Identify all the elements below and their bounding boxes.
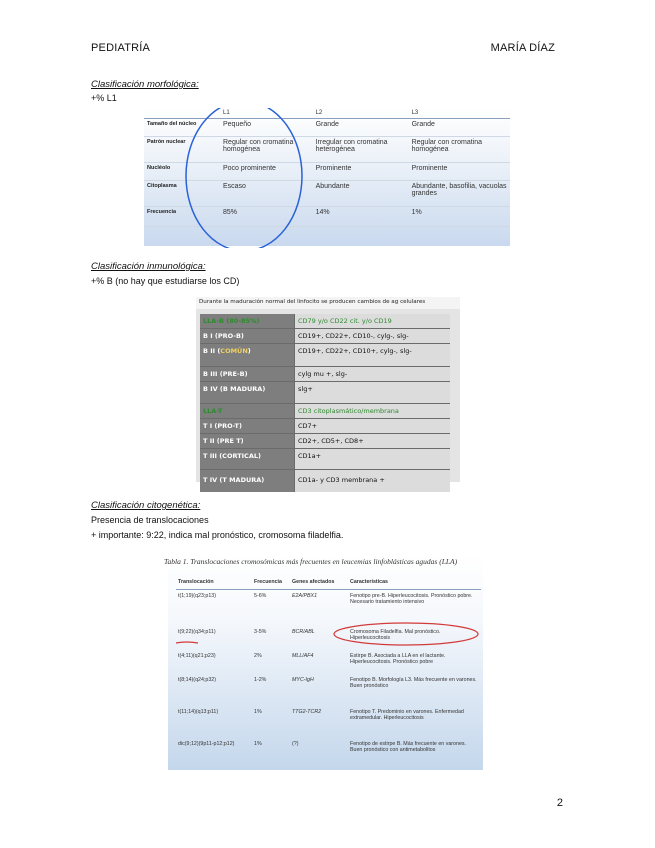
- stage-cell: B II (COMÚN): [200, 344, 294, 366]
- lineage-cell: LLA-B (80-85%): [200, 314, 294, 328]
- table-cell: 1%: [254, 708, 262, 715]
- table-cell: Grande: [313, 119, 409, 137]
- table-row: [200, 449, 450, 470]
- table-cell: 3-5%: [254, 628, 267, 635]
- section-title-morphological: Clasificación morfológica:: [91, 79, 199, 90]
- table-cell: Cromosoma Filadelfia. Mal pronóstico. Hiperleucocitosis: [350, 628, 441, 641]
- table-cell: Escaso: [220, 181, 313, 207]
- table-cell: BCR/ABL: [292, 628, 315, 635]
- table-cell: Abundante: [313, 181, 409, 207]
- section-title-cytogenetic: Clasificación citogenética:: [91, 500, 201, 511]
- marker-cell: cylg mu +, slg-: [294, 367, 450, 381]
- table-header-cell: Translocación: [176, 575, 252, 590]
- table-header-cell: Características: [348, 575, 481, 590]
- table-cell: 2%: [254, 652, 262, 659]
- table-cell: Prominente: [409, 163, 510, 181]
- table-row: [200, 382, 450, 404]
- lineage-cell: LLA-T: [200, 404, 294, 418]
- immunophenotype-table: [196, 297, 460, 482]
- table-row: [200, 367, 450, 382]
- table-cell: TTG2-TCR2: [292, 708, 322, 715]
- table-cell: 1%: [254, 740, 262, 747]
- row-header: Patrón nuclear: [144, 137, 220, 163]
- table-header-cell: L2: [313, 108, 409, 119]
- table-cell: Pequeño: [220, 119, 313, 137]
- marker-cell: CD3 citoplasmático/membrana: [294, 404, 450, 418]
- table-header-cell: L1: [220, 108, 313, 119]
- table-cell: Fenotipo de estirpe B. Más frecuente en varones. Buen pronóstico con antimetabolitos: [350, 740, 467, 753]
- table-cell: 85%: [220, 207, 313, 227]
- marker-cell: CD19+, CD22+, CD10+, cylg-, slg-: [294, 344, 450, 366]
- table-cell: Fenotipo T. Predominio en varones. Enfermedad extramedular. Hiperleucocitosis: [350, 708, 464, 721]
- table-cell: Fenotipo B. Morfología L3. Más frecuente en varones. Buen pronóstico: [350, 676, 477, 689]
- table-cell: 1%: [409, 207, 510, 227]
- table-row: [200, 419, 450, 434]
- section-note-immunological: +% B (no hay que estudiarse los CD): [91, 276, 240, 286]
- section-note-morphological: +% L1: [91, 93, 117, 103]
- table-cell: t(11;14)(q13;p11): [178, 708, 219, 715]
- marker-cell: CD79 y/o CD22 cit. y/o CD19: [294, 314, 450, 328]
- row-header: Frecuencia: [144, 207, 220, 227]
- table-cell: (?): [292, 740, 299, 747]
- table-row: [200, 470, 450, 492]
- table-title: Tabla 1. Translocaciones cromosómicas más frecuentes en leucemias linfoblásticas agudas (LLA): [164, 557, 458, 566]
- table-cell: Grande: [409, 119, 510, 137]
- marker-cell: CD2+, CD5+, CD8+: [294, 434, 450, 448]
- table-cell: t(9;22)(q34;p11): [178, 628, 216, 635]
- page-number: 2: [556, 797, 563, 809]
- marker-cell: CD7+: [294, 419, 450, 433]
- marker-cell: CD19+, CD22+, CD10-, cylg-, slg-: [294, 329, 450, 343]
- row-header: Citoplasma: [144, 181, 220, 207]
- table-cell: Abundante, basofilia, vacuolas grandes: [409, 181, 510, 207]
- table-cell: t(8;14)(q24;p32): [178, 676, 216, 683]
- red-ellipse-annotation: [334, 623, 478, 645]
- stage-cell: T IV (T MADURA): [200, 470, 294, 492]
- table-cell: Poco prominente: [220, 163, 313, 181]
- marker-cell: slg+: [294, 382, 450, 403]
- table-cell: Estirpe B. Asociada a LLA en el lactante. Hiperleucocitosis. Pronóstico pobre: [350, 652, 446, 665]
- table-cell: E2A/PBX1: [292, 593, 318, 599]
- section-title-immunological: Clasificación inmunológica:: [91, 261, 206, 272]
- table-row: [200, 329, 450, 344]
- header-subject: PEDIATRÍA: [91, 42, 151, 54]
- stage-cell: B I (PRO-B): [200, 329, 294, 343]
- stage-cell: B IV (B MADURA): [200, 382, 294, 403]
- red-underline-annotation: [176, 642, 198, 643]
- table-cell: 5-6%: [254, 593, 267, 599]
- section-line-important: + importante: 9:22, indica mal pronóstico, cromosoma filadelfia.: [91, 530, 344, 540]
- table-cell: Irregular con cromatina heterogénea: [313, 137, 409, 163]
- table-header-cell: Frecuencia: [252, 575, 290, 590]
- stage-cell: T III (CORTICAL): [200, 449, 294, 469]
- table-cell: Prominente: [313, 163, 409, 181]
- marker-cell: CD1a- y CD3 membrana +: [294, 470, 450, 492]
- table-cell: t(1;19)(q23;p13): [178, 593, 216, 599]
- table-cell: 14%: [313, 207, 409, 227]
- table-row: [200, 434, 450, 449]
- table-cell: MLL/AF4: [292, 652, 314, 659]
- marker-cell: CD1a+: [294, 449, 450, 469]
- morphology-table: [144, 108, 510, 246]
- table-header-cell: Genes afectados: [290, 575, 348, 590]
- header-author: MARÍA DÍAZ: [490, 42, 555, 54]
- table-caption: Durante la maduración normal del linfocito se producen cambios de ag celulares: [196, 297, 460, 309]
- table-header-cell: L3: [409, 108, 510, 119]
- table-row: [200, 314, 450, 329]
- table-cell: Regular con cromatina homogénea: [220, 137, 313, 163]
- highlight-annotations: [168, 555, 483, 770]
- section-line-translocations: Presencia de translocaciones: [91, 515, 209, 525]
- row-header: Nucléolo: [144, 163, 220, 181]
- table-cell: dic(9;12)(9p11-p12;p12): [178, 740, 235, 747]
- table-cell: Regular con cromatina homogénea: [409, 137, 510, 163]
- stage-cell: T II (PRE T): [200, 434, 294, 448]
- table-row: [200, 404, 450, 419]
- table-row: [200, 344, 450, 367]
- stage-cell: T I (PRO-T): [200, 419, 294, 433]
- highlight-ellipse-annotation: [144, 108, 510, 248]
- stage-cell: B III (PRE-B): [200, 367, 294, 381]
- row-header: Tamaño del núcleo: [144, 119, 220, 137]
- table-cell: Fenotipo pre-B. Hiperleucocitosis. Pronóstico pobre. Necesario tratamiento intensivo: [350, 593, 473, 605]
- table-cell: t(4;11)(q21;p23): [178, 652, 216, 659]
- table-cell: 1-2%: [254, 676, 267, 683]
- table-cell: MYC-IgH: [292, 676, 314, 683]
- translocations-table: [164, 555, 483, 770]
